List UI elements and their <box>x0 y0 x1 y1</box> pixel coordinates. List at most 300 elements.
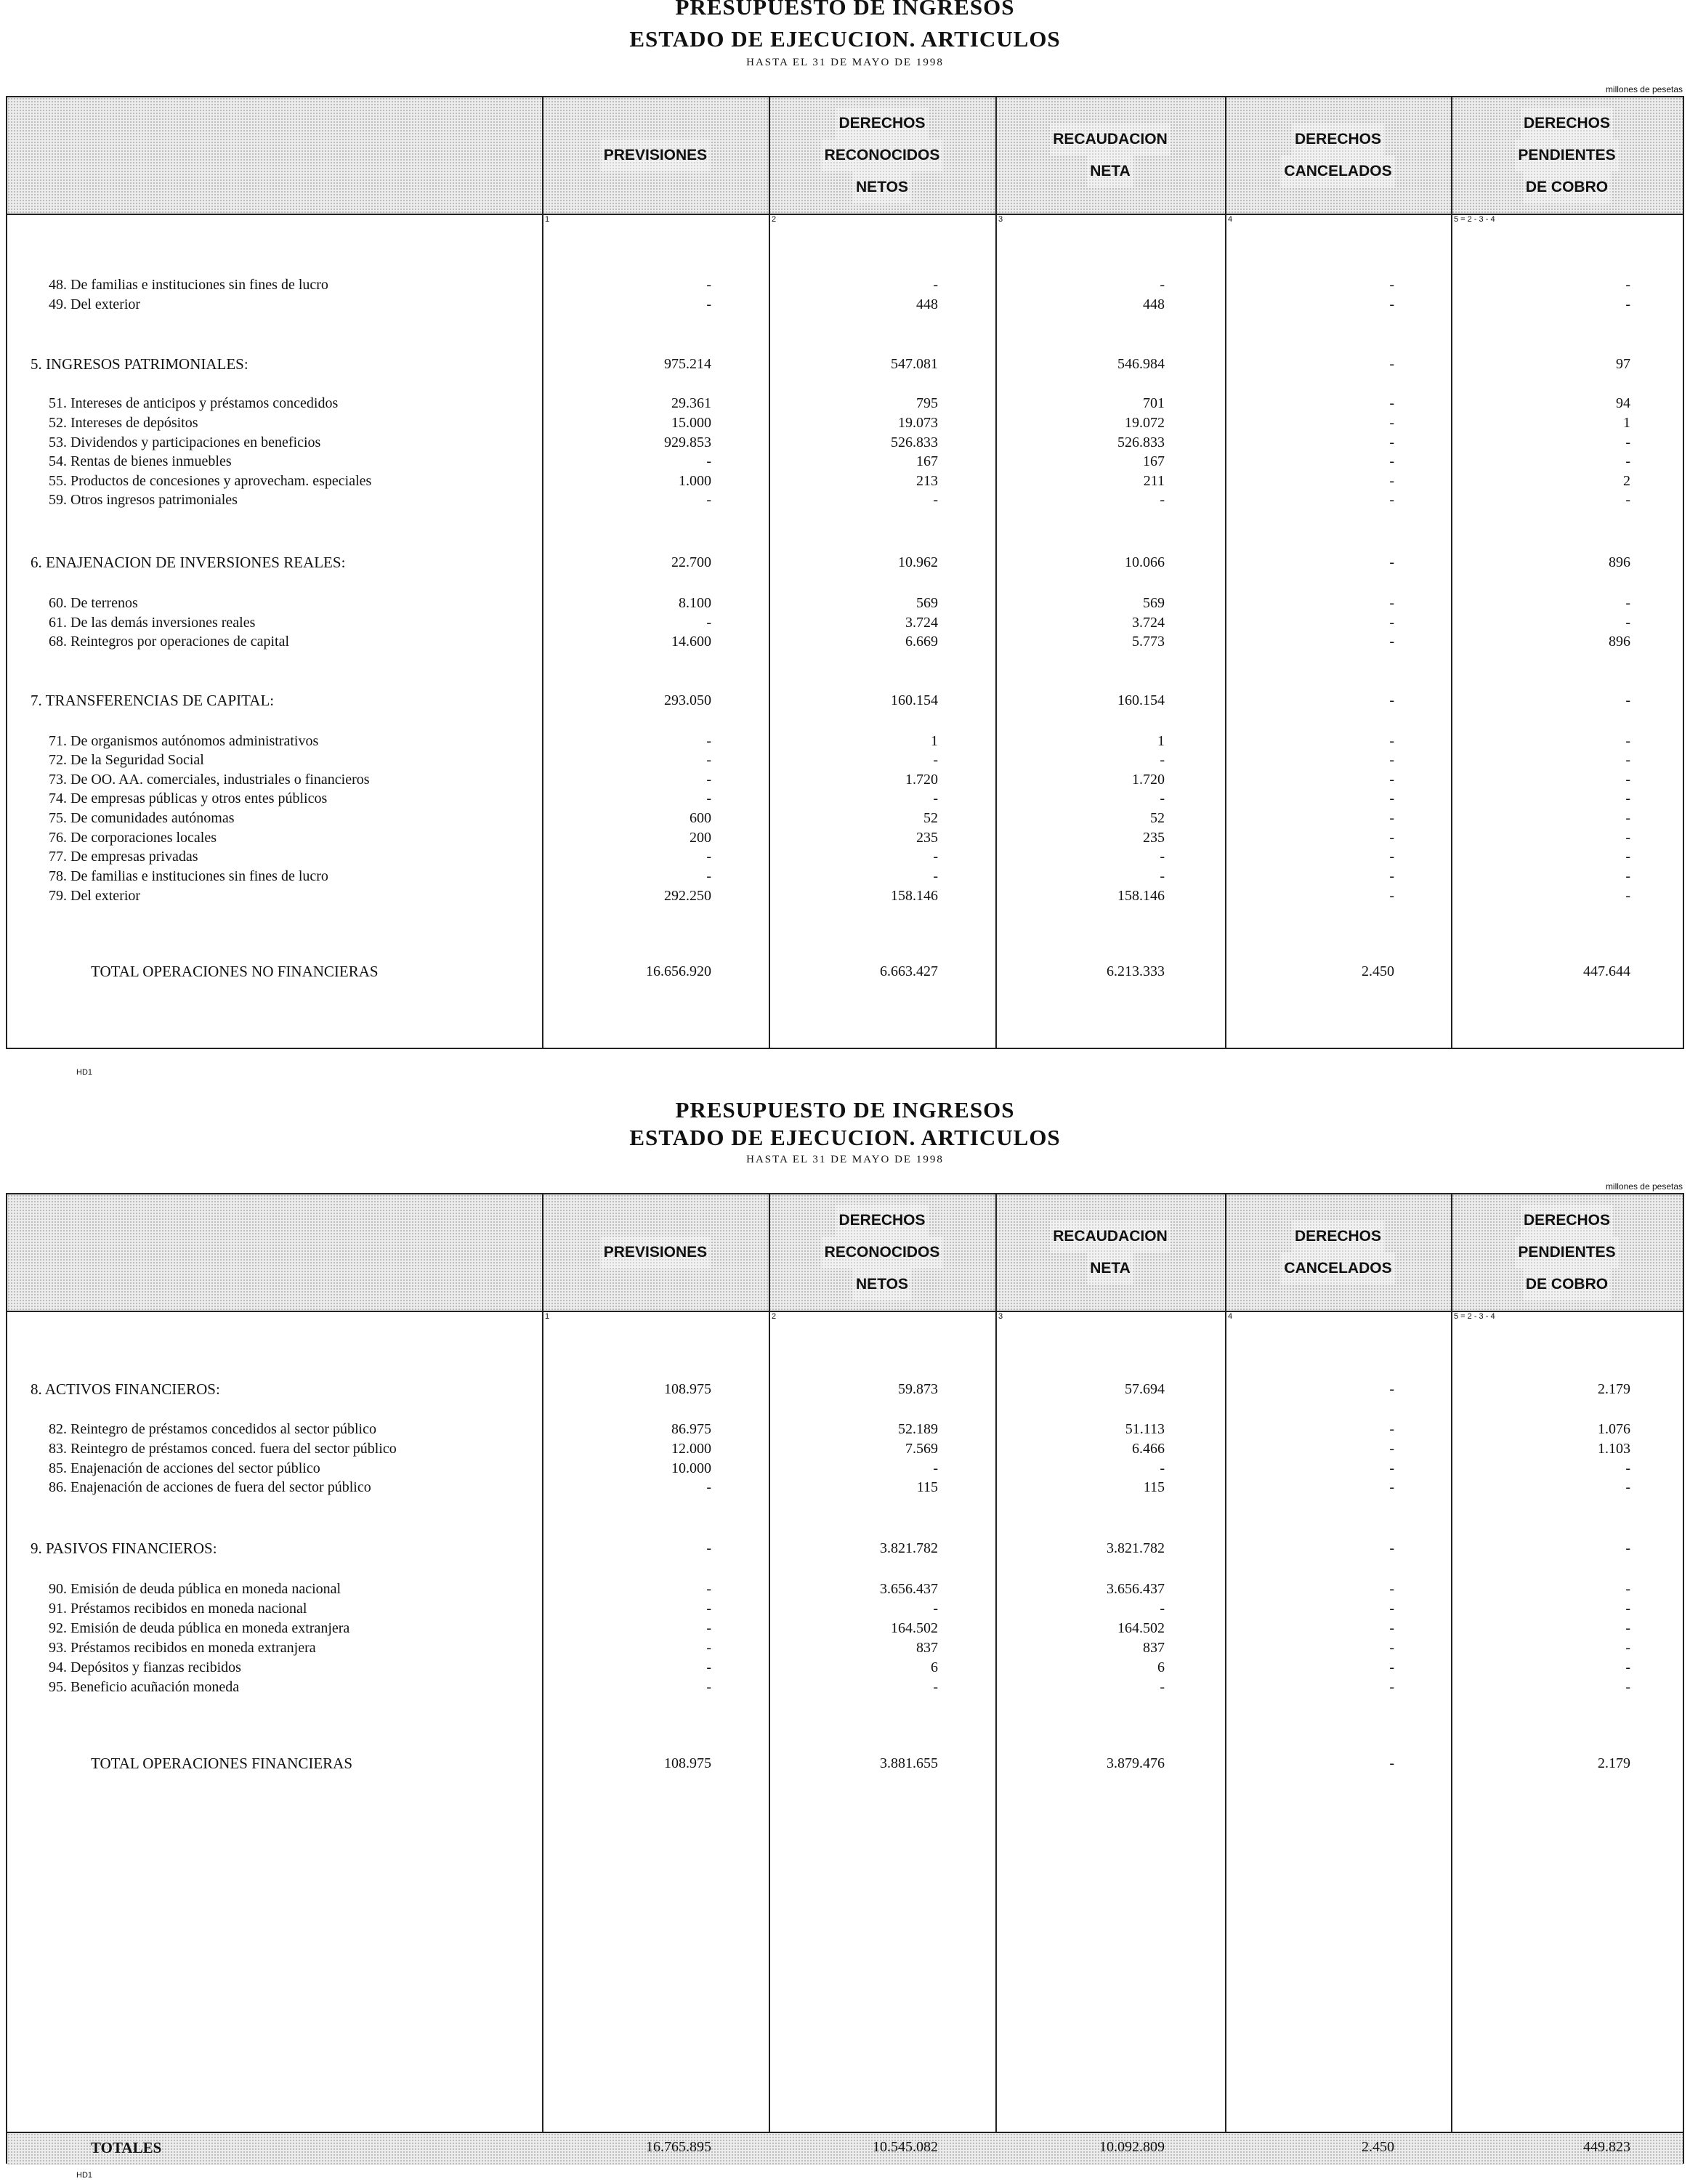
cell-cancelados: - <box>1389 1479 1394 1495</box>
cell-previsiones: 200 <box>690 830 711 846</box>
table-row <box>7 1439 1683 1458</box>
row-label: 75. De comunidades autónomas <box>49 810 235 826</box>
table-row <box>7 886 1683 905</box>
cell-cancelados: - <box>1389 830 1394 846</box>
row-label: 79. Del exterior <box>49 888 141 904</box>
cell-cancelados: - <box>1389 1540 1394 1556</box>
cell-previsiones: 10.000 <box>671 1460 711 1476</box>
cell-pendientes: - <box>1625 692 1630 708</box>
totales-label: TOTALES <box>91 2139 162 2156</box>
column-number-previsiones: 1 <box>545 215 550 224</box>
cell-pendientes: - <box>1625 453 1630 469</box>
table-row <box>7 295 1683 314</box>
row-label: 52. Intereses de depósitos <box>49 415 198 431</box>
cell-previsiones: - <box>706 296 711 312</box>
row-label: TOTAL OPERACIONES FINANCIERAS <box>91 1755 353 1772</box>
row-label: 55. Productos de concesiones y aprovecham. especiales <box>49 473 372 489</box>
table-row <box>7 472 1683 490</box>
cell-cancelados: - <box>1389 810 1394 826</box>
row-label: 71. De organismos autónomos administrativos <box>49 733 319 749</box>
cell-pendientes: - <box>1625 772 1630 788</box>
column-header-line: NETA <box>1087 155 1133 187</box>
cell-reconocidos: 6 <box>931 1659 938 1675</box>
section-row <box>7 1380 1683 1399</box>
cell-cancelados: - <box>1389 434 1394 450</box>
column-header-line: PENDIENTES <box>1515 1237 1618 1269</box>
column-header-pendientes <box>1451 1194 1683 1311</box>
cell-reconocidos: 6.669 <box>905 634 938 650</box>
column-header-line: RECONOCIDOS <box>822 139 943 171</box>
column-number-pendientes: 5 = 2 - 3 - 4 <box>1454 1312 1495 1321</box>
cell-recaudacion: 57.694 <box>1125 1381 1165 1397</box>
table-row <box>7 1580 1683 1598</box>
cell-previsiones: - <box>706 277 711 293</box>
cell-recaudacion: - <box>1160 868 1165 884</box>
table-row <box>7 433 1683 452</box>
cell-previsiones: - <box>706 1679 711 1695</box>
cell-recaudacion: 10.066 <box>1125 554 1165 570</box>
cell-cancelados: - <box>1389 1381 1394 1397</box>
table-row <box>7 1420 1683 1439</box>
units-label: millones de pesetas <box>1605 84 1683 94</box>
row-label: 51. Intereses de anticipos y préstamos concedidos <box>49 395 339 411</box>
row-label: 48. De familias e instituciones sin fines de lucro <box>49 277 328 293</box>
page-period: HASTA EL 31 DE MAYO DE 1998 <box>746 57 944 68</box>
column-header-line: DERECHOS <box>836 108 928 139</box>
cell-pendientes: - <box>1625 1540 1630 1556</box>
cell-cancelados: - <box>1389 634 1394 650</box>
column-header-cancelados <box>1225 1194 1451 1311</box>
cell-reconocidos: 10.962 <box>898 554 938 570</box>
cell-pendientes: - <box>1625 868 1630 884</box>
cell-previsiones: - <box>706 752 711 768</box>
column-header-line: DE COBRO <box>1523 1269 1611 1301</box>
cell-pendientes: 94 <box>1616 395 1630 411</box>
cell-previsiones: 16.656.920 <box>646 963 711 979</box>
cell-pendientes: - <box>1625 830 1630 846</box>
table-row <box>7 789 1683 808</box>
cell-cancelados: - <box>1389 453 1394 469</box>
cell-pendientes: - <box>1625 790 1630 806</box>
cell-previsiones: 929.853 <box>664 434 711 450</box>
total-row <box>7 1754 1683 1773</box>
cell-previsiones: - <box>706 1581 711 1597</box>
section-row <box>7 1539 1683 1558</box>
row-label: 94. Depósitos y fianzas recibidos <box>49 1659 241 1675</box>
cell-reconocidos: 235 <box>916 830 938 846</box>
cell-reconocidos: - <box>933 752 938 768</box>
cell-pendientes: - <box>1625 888 1630 904</box>
cell-reconocidos: 3.656.437 <box>880 1581 938 1597</box>
cell-cancelados: - <box>1389 615 1394 631</box>
cell-recaudacion: 1.720 <box>1132 772 1165 788</box>
cell-cancelados: - <box>1389 888 1394 904</box>
column-number-cancelados: 4 <box>1228 1312 1233 1321</box>
cell-pendientes: 97 <box>1616 356 1630 372</box>
cell-cancelados: - <box>1389 868 1394 884</box>
cell-pendientes: 447.644 <box>1583 963 1630 979</box>
totales-previsiones: 16.765.895 <box>646 2139 711 2155</box>
cell-reconocidos: 3.821.782 <box>880 1540 938 1556</box>
row-label: 54. Rentas de bienes inmuebles <box>49 453 232 469</box>
page-title: PRESUPUESTO DE INGRESOS <box>675 1097 1015 1123</box>
table-row <box>7 809 1683 828</box>
cell-cancelados: - <box>1389 1601 1394 1617</box>
cell-previsiones: - <box>706 733 711 749</box>
column-header-line: DERECHOS <box>1292 124 1384 155</box>
cell-reconocidos: 19.073 <box>898 415 938 431</box>
page-mark: HD1 <box>76 1068 93 1077</box>
column-header-line: NETA <box>1087 1253 1133 1285</box>
cell-previsiones: 1.000 <box>679 473 711 489</box>
cell-previsiones: - <box>706 492 711 508</box>
cell-cancelados: - <box>1389 395 1394 411</box>
cell-previsiones: 29.361 <box>671 395 711 411</box>
cell-recaudacion: - <box>1160 790 1165 806</box>
cell-recaudacion: 701 <box>1143 395 1165 411</box>
table-row <box>7 751 1683 769</box>
cell-pendientes: - <box>1625 1620 1630 1636</box>
row-label: 60. De terrenos <box>49 595 138 611</box>
cell-cancelados: - <box>1389 1659 1394 1675</box>
table-frame <box>6 96 1684 1049</box>
row-label: 86. Enajenación de acciones de fuera del sector público <box>49 1479 371 1495</box>
column-header-line: NETOS <box>853 171 911 203</box>
cell-previsiones: - <box>706 453 711 469</box>
cell-recaudacion: 19.072 <box>1125 415 1165 431</box>
column-header-line: DERECHOS <box>836 1205 928 1237</box>
cell-recaudacion: 164.502 <box>1117 1620 1165 1636</box>
cell-reconocidos: 3.881.655 <box>880 1755 938 1771</box>
page-subtitle: ESTADO DE EJECUCION. ARTICULOS <box>629 1125 1061 1150</box>
cell-pendientes: 2.179 <box>1598 1381 1630 1397</box>
cell-reconocidos: 6.663.427 <box>880 963 938 979</box>
cell-pendientes: 896 <box>1609 554 1630 570</box>
cell-recaudacion: - <box>1160 849 1165 865</box>
row-label: 5. INGRESOS PATRIMONIALES: <box>31 355 248 373</box>
cell-previsiones: 975.214 <box>664 356 711 372</box>
cell-recaudacion: 51.113 <box>1125 1421 1165 1437</box>
cell-pendientes: - <box>1625 1479 1630 1495</box>
cell-cancelados: - <box>1389 1755 1394 1771</box>
table-row <box>7 770 1683 789</box>
cell-cancelados: - <box>1389 492 1394 508</box>
table-row <box>7 1658 1683 1677</box>
cell-cancelados: - <box>1389 692 1394 708</box>
column-header-recaudacion <box>995 97 1225 214</box>
cell-pendientes: - <box>1625 296 1630 312</box>
cell-recaudacion: 1 <box>1157 733 1165 749</box>
column-number-reconocidos: 2 <box>772 1312 777 1321</box>
cell-cancelados: - <box>1389 790 1394 806</box>
row-label: 61. De las demás inversiones reales <box>49 615 256 631</box>
table-row <box>7 452 1683 471</box>
cell-reconocidos: 837 <box>916 1640 938 1656</box>
column-header-line: CANCELADOS <box>1281 1253 1394 1285</box>
cell-recaudacion: - <box>1160 492 1165 508</box>
table-row <box>7 1678 1683 1696</box>
row-label: 95. Beneficio acuñación moneda <box>49 1679 240 1695</box>
table-row <box>7 632 1683 651</box>
section-row <box>7 355 1683 373</box>
cell-reconocidos: 167 <box>916 453 938 469</box>
cell-pendientes: 1.076 <box>1598 1421 1630 1437</box>
cell-pendientes: 2 <box>1623 473 1630 489</box>
table-row <box>7 1478 1683 1497</box>
cell-pendientes: - <box>1625 849 1630 865</box>
cell-recaudacion: 160.154 <box>1117 692 1165 708</box>
cell-pendientes: - <box>1625 615 1630 631</box>
cell-previsiones: 15.000 <box>671 415 711 431</box>
cell-reconocidos: 213 <box>916 473 938 489</box>
cell-reconocidos: 1 <box>931 733 938 749</box>
row-label: 78. De familias e instituciones sin fines de lucro <box>49 868 328 884</box>
cell-recaudacion: 6 <box>1157 1659 1165 1675</box>
cell-pendientes: 896 <box>1609 634 1630 650</box>
cell-reconocidos: 52.189 <box>898 1421 938 1437</box>
cell-previsiones: 292.250 <box>664 888 711 904</box>
cell-recaudacion: - <box>1160 1601 1165 1617</box>
cell-cancelados: - <box>1389 849 1394 865</box>
cell-reconocidos: 59.873 <box>898 1381 938 1397</box>
column-header-line: NETOS <box>853 1269 911 1301</box>
cell-cancelados: - <box>1389 296 1394 312</box>
cell-reconocidos: 115 <box>916 1479 938 1495</box>
row-label: 85. Enajenación de acciones del sector público <box>49 1460 320 1476</box>
cell-pendientes: - <box>1625 1581 1630 1597</box>
column-header-line: RECONOCIDOS <box>822 1237 943 1269</box>
row-label: 8. ACTIVOS FINANCIEROS: <box>31 1380 220 1398</box>
row-label: 77. De empresas privadas <box>49 849 198 865</box>
table-frame <box>6 1193 1684 2164</box>
totales-recaudacion: 10.092.809 <box>1099 2139 1165 2155</box>
cell-previsiones: - <box>706 1479 711 1495</box>
cell-recaudacion: 3.724 <box>1132 615 1165 631</box>
cell-previsiones: 600 <box>690 810 711 826</box>
cell-recaudacion: - <box>1160 1679 1165 1695</box>
table-row <box>7 394 1683 413</box>
table-row <box>7 1638 1683 1657</box>
cell-reconocidos: 795 <box>916 395 938 411</box>
cell-recaudacion: 837 <box>1143 1640 1165 1656</box>
cell-recaudacion: 3.879.476 <box>1107 1755 1165 1771</box>
cell-cancelados: - <box>1389 1679 1394 1695</box>
cell-recaudacion: - <box>1160 1460 1165 1476</box>
cell-pendientes: - <box>1625 1679 1630 1695</box>
cell-pendientes: 1 <box>1623 415 1630 431</box>
column-header-line: PREVISIONES <box>601 139 710 171</box>
table-row <box>7 847 1683 866</box>
cell-recaudacion: 569 <box>1143 595 1165 611</box>
page-period: HASTA EL 31 DE MAYO DE 1998 <box>746 1154 944 1165</box>
cell-reconocidos: - <box>933 492 938 508</box>
cell-pendientes: - <box>1625 752 1630 768</box>
cell-reconocidos: - <box>933 1460 938 1476</box>
cell-previsiones: 12.000 <box>671 1441 711 1457</box>
column-number-cancelados: 4 <box>1228 215 1233 224</box>
cell-pendientes: - <box>1625 277 1630 293</box>
column-header-reconocidos <box>769 1194 995 1311</box>
cell-recaudacion: 6.466 <box>1132 1441 1165 1457</box>
cell-recaudacion: 211 <box>1143 473 1165 489</box>
column-number-recaudacion: 3 <box>998 1312 1003 1321</box>
cell-previsiones: - <box>706 615 711 631</box>
column-header-line: DERECHOS <box>1521 1205 1613 1237</box>
cell-recaudacion: - <box>1160 277 1165 293</box>
cell-cancelados: - <box>1389 1581 1394 1597</box>
column-number-reconocidos: 2 <box>772 215 777 224</box>
cell-recaudacion: 235 <box>1143 830 1165 846</box>
cell-previsiones: - <box>706 1540 711 1556</box>
cell-reconocidos: - <box>933 277 938 293</box>
column-header-pendientes <box>1451 97 1683 214</box>
cell-pendientes: - <box>1625 1659 1630 1675</box>
cell-reconocidos: 448 <box>916 296 938 312</box>
cell-cancelados: - <box>1389 752 1394 768</box>
column-header-previsiones <box>542 97 769 214</box>
cell-reconocidos: - <box>933 868 938 884</box>
cell-pendientes: - <box>1625 810 1630 826</box>
cell-pendientes: 2.179 <box>1598 1755 1630 1771</box>
column-number-pendientes: 5 = 2 - 3 - 4 <box>1454 215 1495 224</box>
cell-cancelados: - <box>1389 595 1394 611</box>
cell-cancelados: - <box>1389 277 1394 293</box>
page-title: PRESUPUESTO DE INGRESOS <box>675 0 1015 20</box>
column-header-line: DERECHOS <box>1521 108 1613 139</box>
cell-reconocidos: 526.833 <box>891 434 938 450</box>
row-label: 83. Reintegro de préstamos conced. fuera del sector público <box>49 1441 397 1457</box>
cell-previsiones: - <box>706 1640 711 1656</box>
cell-cancelados: - <box>1389 772 1394 788</box>
row-label: 82. Reintegro de préstamos concedidos al sector público <box>49 1421 376 1437</box>
page-mark: HD1 <box>76 2171 93 2180</box>
cell-cancelados: - <box>1389 415 1394 431</box>
cell-cancelados: 2.450 <box>1362 963 1394 979</box>
cell-recaudacion: 448 <box>1143 296 1165 312</box>
cell-previsiones: 22.700 <box>671 554 711 570</box>
row-label: 49. Del exterior <box>49 296 141 312</box>
cell-previsiones: - <box>706 790 711 806</box>
cell-pendientes: - <box>1625 733 1630 749</box>
cell-cancelados: - <box>1389 1460 1394 1476</box>
cell-cancelados: - <box>1389 1441 1394 1457</box>
cell-pendientes: - <box>1625 1460 1630 1476</box>
cell-pendientes: - <box>1625 595 1630 611</box>
cell-pendientes: - <box>1625 434 1630 450</box>
row-label: 92. Emisión de deuda pública en moneda extranjera <box>49 1620 350 1636</box>
row-label: 90. Emisión de deuda pública en moneda nacional <box>49 1581 341 1597</box>
column-header-recaudacion <box>995 1194 1225 1311</box>
section-row <box>7 691 1683 710</box>
cell-previsiones: - <box>706 1601 711 1617</box>
column-header-line: RECAUDACION <box>1050 124 1171 155</box>
table-row <box>7 613 1683 632</box>
cell-reconocidos: 7.569 <box>905 1441 938 1457</box>
column-header-line: CANCELADOS <box>1281 155 1394 187</box>
table-row <box>7 490 1683 509</box>
cell-cancelados: - <box>1389 554 1394 570</box>
cell-previsiones: 293.050 <box>664 692 711 708</box>
row-label: TOTAL OPERACIONES NO FINANCIERAS <box>91 963 379 980</box>
column-header-previsiones <box>542 1194 769 1311</box>
cell-previsiones: - <box>706 772 711 788</box>
cell-reconocidos: - <box>933 849 938 865</box>
table-row <box>7 732 1683 751</box>
cell-previsiones: - <box>706 868 711 884</box>
cell-pendientes: 1.103 <box>1598 1441 1630 1457</box>
row-label: 6. ENAJENACION DE INVERSIONES REALES: <box>31 554 346 571</box>
row-label: 76. De corporaciones locales <box>49 830 217 846</box>
total-row <box>7 962 1683 981</box>
totales-pendientes: 449.823 <box>1583 2139 1630 2155</box>
column-header-reconocidos <box>769 97 995 214</box>
column-header-line: DE COBRO <box>1523 171 1611 203</box>
cell-previsiones: 14.600 <box>671 634 711 650</box>
cell-reconocidos: 164.502 <box>891 1620 938 1636</box>
cell-reconocidos: 547.081 <box>891 356 938 372</box>
column-header-line: DERECHOS <box>1292 1221 1384 1253</box>
cell-previsiones: 86.975 <box>671 1421 711 1437</box>
cell-recaudacion: 52 <box>1150 810 1165 826</box>
row-label: 59. Otros ingresos patrimoniales <box>49 492 238 508</box>
cell-recaudacion: 5.773 <box>1132 634 1165 650</box>
cell-reconocidos: 160.154 <box>891 692 938 708</box>
table-row <box>7 1599 1683 1618</box>
cell-pendientes: - <box>1625 492 1630 508</box>
cell-recaudacion: 546.984 <box>1117 356 1165 372</box>
cell-pendientes: - <box>1625 1640 1630 1656</box>
cell-recaudacion: 167 <box>1143 453 1165 469</box>
cell-previsiones: 108.975 <box>664 1381 711 1397</box>
cell-cancelados: - <box>1389 1421 1394 1437</box>
row-label: 53. Dividendos y participaciones en beneficios <box>49 434 321 450</box>
cell-cancelados: - <box>1389 1620 1394 1636</box>
table-row <box>7 275 1683 294</box>
cell-cancelados: - <box>1389 473 1394 489</box>
cell-reconocidos: 158.146 <box>891 888 938 904</box>
row-label: 72. De la Seguridad Social <box>49 752 204 768</box>
cell-reconocidos: - <box>933 1601 938 1617</box>
table-row <box>7 828 1683 847</box>
column-number-previsiones: 1 <box>545 1312 550 1321</box>
cell-reconocidos: 569 <box>916 595 938 611</box>
row-label: 73. De OO. AA. comerciales, industriales o financieros <box>49 772 370 788</box>
table-row <box>7 867 1683 886</box>
cell-previsiones: 108.975 <box>664 1755 711 1771</box>
row-label: 9. PASIVOS FINANCIEROS: <box>31 1540 217 1557</box>
cell-recaudacion: 526.833 <box>1117 434 1165 450</box>
cell-reconocidos: 52 <box>923 810 938 826</box>
row-label: 91. Préstamos recibidos en moneda nacional <box>49 1601 307 1617</box>
cell-previsiones: 8.100 <box>679 595 711 611</box>
table-row <box>7 1459 1683 1478</box>
cell-reconocidos: 3.724 <box>905 615 938 631</box>
cell-reconocidos: 1.720 <box>905 772 938 788</box>
row-label: 74. De empresas públicas y otros entes públicos <box>49 790 328 806</box>
cell-reconocidos: - <box>933 1679 938 1695</box>
cell-recaudacion: - <box>1160 752 1165 768</box>
cell-previsiones: - <box>706 849 711 865</box>
cell-recaudacion: 6.213.333 <box>1107 963 1165 979</box>
cell-recaudacion: 3.821.782 <box>1107 1540 1165 1556</box>
column-header-cancelados <box>1225 97 1451 214</box>
cell-previsiones: - <box>706 1659 711 1675</box>
totales-row <box>7 2132 1683 2165</box>
row-label: 68. Reintegros por operaciones de capital <box>49 634 289 650</box>
cell-cancelados: - <box>1389 733 1394 749</box>
cell-recaudacion: 115 <box>1143 1479 1165 1495</box>
cell-reconocidos: - <box>933 790 938 806</box>
